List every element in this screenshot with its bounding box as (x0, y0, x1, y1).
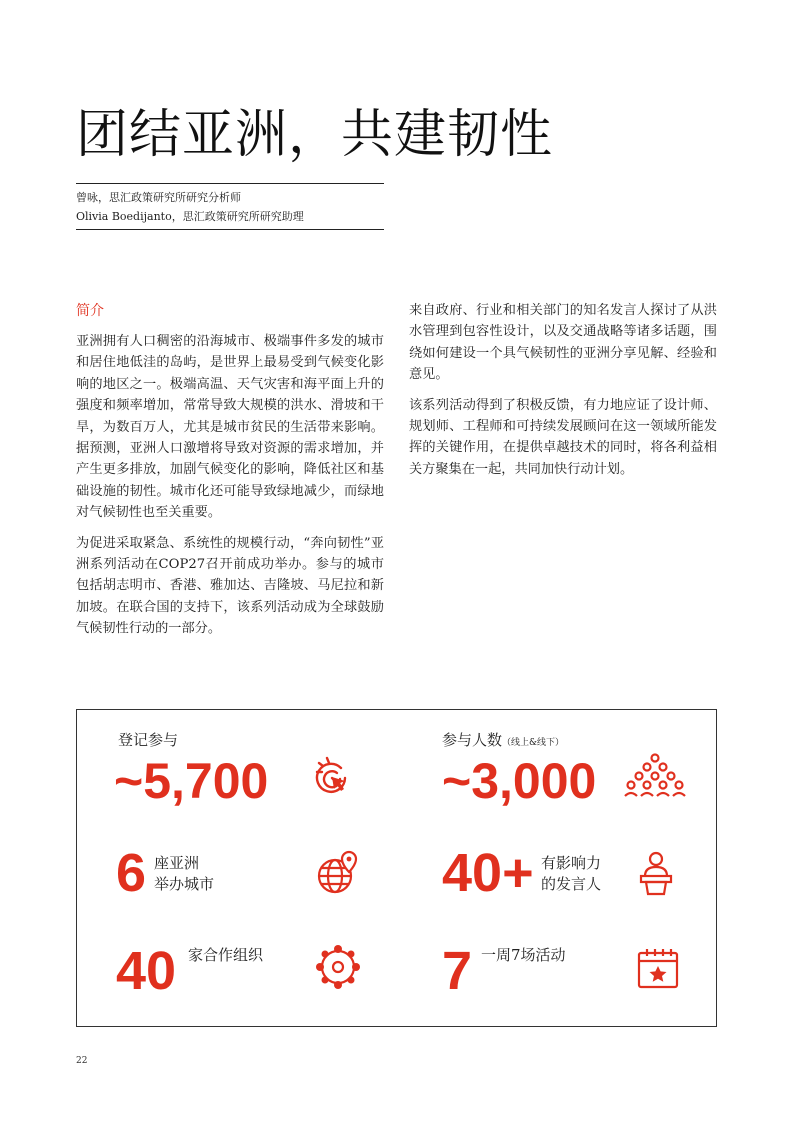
registered-value: ~5,700 (114, 753, 269, 809)
attendance-value: ~3,000 (442, 753, 597, 809)
intro-left-column (76, 300, 384, 649)
intro-right-column (409, 300, 717, 489)
events-value: 7 (442, 941, 473, 1001)
events-caption: 一周7场活动 (481, 946, 566, 964)
speakers-caption-2: 的发言人 (541, 875, 602, 893)
attendance-note: （线上&线下） (502, 738, 565, 748)
page-title: 团结亚洲，共建韧性 (76, 105, 554, 165)
partners-value: 40 (116, 941, 177, 1001)
cities-caption-2: 举办城市 (154, 875, 215, 893)
cities-caption-1: 座亚洲 (154, 854, 200, 872)
stats-box (76, 709, 717, 1027)
attendance-label-text: 参与人数 (442, 731, 503, 749)
audience-icon (623, 752, 687, 798)
attendance-label (442, 730, 564, 753)
speakers-caption-1: 有影响力 (541, 854, 602, 872)
intro-paragraph-4: 该系列活动得到了积极反馈，有力地应证了设计师、规划师、工程师和可持续发展顾问在这一领域所能发挥的关键作用，在提供卓越技术的同时，将各利益相关方聚集在一起，共同加快行动计划。 (409, 397, 717, 477)
partners-caption: 家合作组织 (188, 946, 264, 964)
intro-heading: 简介 (76, 303, 104, 319)
calendar-star-icon (635, 946, 681, 992)
target-click-icon (311, 754, 357, 800)
title-rule-bottom (76, 229, 384, 230)
cities-value: 6 (116, 843, 147, 903)
network-icon (315, 944, 361, 990)
speakers-value: 40+ (442, 843, 534, 903)
page-number: 22 (76, 1056, 88, 1066)
registered-label: 登记参与 (118, 731, 179, 749)
author-1: 曾咏，思汇政策研究所研究分析师 (76, 191, 241, 204)
title-rule-top (76, 183, 384, 184)
intro-paragraph-1: 亚洲拥有人口稠密的沿海城市、极端事件多发的城市和居住地低洼的岛屿，是世界上最易受到气候变化影响的地区之一。极端高温、天气灾害和海平面上升的强度和频率增加，常常导致大规模的洪水、滑坡和干旱，为数百万人，尤其是城市贫民的生活带来影响。据预测，亚洲人口激增将导致对资源的需求增加，并产生更多排放，加剧气候变化的影响，降低社区和基础设施的韧性。城市化还可能导致绿地减少，而绿地对气候韧性也至关重要。 (76, 334, 384, 521)
author-2: Olivia Boedijanto，思汇政策研究所研究助理 (76, 210, 304, 223)
intro-paragraph-3: 来自政府、行业和相关部门的知名发言人探讨了从洪水管理到包容性设计，以及交通战略等诸多话题，围绕如何建设一个具气候韧性的亚洲分享见解、经验和意见。 (409, 303, 717, 383)
speaker-podium-icon (633, 850, 679, 896)
intro-paragraph-2: 为促进采取紧急、系统性的规模行动，“奔向韧性”亚洲系列活动在COP27召开前成功举办。参与的城市包括胡志明市、香港、雅加达、吉隆坡、马尼拉和新加坡。在联合国的支持下，该系列活动成为全球鼓励气候韧性行动的一部分。 (76, 535, 384, 637)
globe-pin-icon (315, 850, 361, 896)
